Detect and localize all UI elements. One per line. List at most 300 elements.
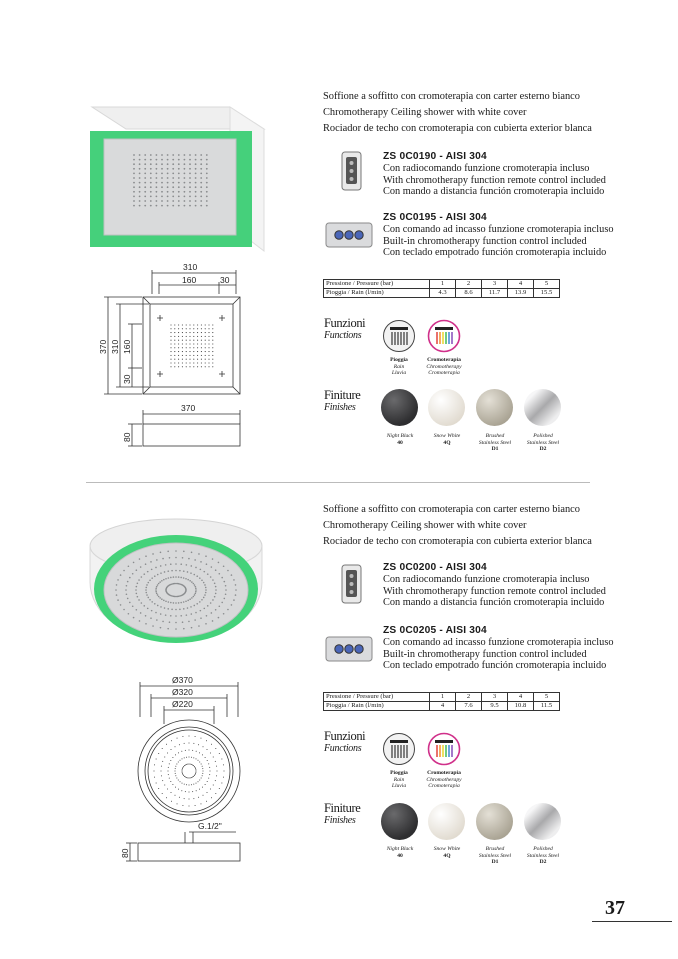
nozzle	[185, 791, 186, 792]
nozzle	[151, 601, 153, 603]
nozzle	[212, 324, 213, 325]
technical-drawing-round	[106, 662, 256, 874]
nozzle	[160, 613, 162, 615]
nozzle	[205, 355, 206, 356]
dim-80-height: 80	[120, 848, 130, 858]
nozzle	[129, 577, 131, 579]
flow-cell: 10.8	[508, 702, 534, 711]
wall-control-icon	[325, 222, 373, 248]
nozzle	[178, 191, 180, 193]
nozzle	[199, 601, 201, 603]
nozzle	[187, 571, 189, 573]
nozzle	[166, 797, 167, 798]
nozzle	[167, 753, 168, 754]
nozzle	[223, 777, 224, 778]
nozzle	[210, 788, 211, 789]
nozzle	[189, 366, 190, 367]
nozzle	[170, 324, 171, 325]
finish-code: 4Q	[443, 439, 451, 446]
nozzle	[208, 340, 209, 341]
nozzle	[219, 573, 221, 575]
nozzle	[200, 561, 202, 563]
nozzle	[172, 159, 174, 161]
nozzle	[144, 205, 146, 207]
dim-370-bottom: 370	[181, 403, 196, 413]
nozzle	[195, 774, 196, 775]
nozzle	[200, 168, 202, 170]
nozzle	[206, 177, 208, 179]
nozzle	[151, 569, 153, 571]
nozzle	[189, 362, 190, 363]
nozzle	[156, 191, 158, 193]
nozzle	[157, 574, 159, 576]
nozzle	[182, 355, 183, 356]
pressure-cell: 1	[430, 693, 456, 702]
dim-connection: G.1/2"	[198, 821, 222, 831]
nozzle	[183, 570, 185, 572]
variant-line: With chromotherapy function remote control included	[383, 174, 606, 186]
nozzle	[175, 766, 176, 767]
pressure-table	[323, 279, 560, 298]
nozzle	[189, 347, 190, 348]
nozzle	[195, 769, 196, 770]
nozzle	[150, 205, 152, 207]
nozzle	[212, 579, 214, 581]
nozzle	[223, 565, 225, 567]
finish-name: Night Black	[386, 433, 414, 439]
nozzle	[165, 614, 167, 616]
variant-line: Built-in chromotherapy function control included	[383, 235, 587, 247]
nozzle	[231, 574, 233, 576]
nozzle	[174, 351, 175, 352]
caption-line: Cromoterapia	[428, 370, 460, 377]
dim-310-side: 310	[110, 339, 120, 354]
nozzle	[191, 627, 193, 629]
nozzle	[200, 610, 202, 612]
nozzle	[170, 332, 171, 333]
nozzle	[208, 347, 209, 348]
nozzle	[182, 343, 183, 344]
nozzle	[193, 340, 194, 341]
variant-line: Con mando a distancia función cromoterapia incluido	[383, 186, 605, 198]
nozzle	[149, 599, 151, 601]
nozzle	[133, 205, 135, 207]
nozzle	[197, 760, 198, 761]
nozzle	[208, 343, 209, 344]
finish-brushed-steel-swatch	[476, 803, 513, 840]
nozzle	[201, 347, 202, 348]
nozzle	[206, 801, 207, 802]
nozzle	[184, 776, 185, 777]
nozzle	[200, 617, 202, 619]
nozzle	[178, 324, 179, 325]
nozzle	[161, 775, 162, 776]
finish-code: D2	[539, 446, 547, 453]
pressure-cell: 3	[482, 693, 508, 702]
nozzle	[144, 173, 146, 175]
nozzle	[156, 196, 158, 198]
intro-line-en: Chromotherapy Ceiling shower with white cover	[323, 107, 527, 118]
nozzle	[183, 551, 185, 553]
nozzle	[180, 615, 182, 617]
nozzle	[195, 159, 197, 161]
round-shower-image	[86, 517, 270, 647]
nozzle	[200, 803, 201, 804]
flow-cell: 7.6	[456, 702, 482, 711]
nozzle	[192, 764, 193, 765]
nozzle	[206, 749, 207, 750]
nozzle	[184, 196, 186, 198]
nozzle	[189, 359, 190, 360]
nozzle	[187, 777, 188, 778]
nozzle	[174, 362, 175, 363]
nozzle	[178, 362, 179, 363]
nozzle	[172, 200, 174, 202]
intro-line-es: Rociador de techo con cromoterapia con cubierta exterior blanca	[323, 123, 592, 134]
nozzle	[167, 163, 169, 165]
pressure-table	[323, 692, 560, 711]
nozzle	[138, 579, 140, 581]
nozzle	[203, 582, 205, 584]
nozzle	[179, 797, 180, 798]
nozzle	[117, 599, 119, 601]
nozzle	[219, 788, 220, 789]
nozzle	[168, 767, 169, 768]
nozzle	[172, 173, 174, 175]
nozzle	[139, 620, 141, 622]
nozzle	[182, 773, 183, 774]
caption-line: Cromoterapia	[427, 357, 461, 363]
nozzle	[144, 186, 146, 188]
nozzle	[210, 753, 211, 754]
nozzle	[182, 774, 183, 775]
pressure-cell: 1	[430, 280, 456, 289]
nozzle	[227, 609, 229, 611]
nozzle	[181, 790, 182, 791]
nozzle	[189, 159, 191, 161]
nozzle	[189, 792, 190, 793]
nozzle	[193, 765, 194, 766]
finish-night-black-swatch	[381, 803, 418, 840]
nozzle	[150, 182, 152, 184]
nozzle	[189, 168, 191, 170]
nozzle	[195, 191, 197, 193]
nozzle	[180, 781, 181, 782]
nozzle	[158, 788, 159, 789]
nozzle	[195, 593, 197, 595]
nozzle	[115, 589, 117, 591]
nozzle	[208, 362, 209, 363]
nozzle	[201, 328, 202, 329]
nozzle	[177, 738, 178, 739]
nozzle	[205, 340, 206, 341]
nozzle	[169, 763, 170, 764]
nozzle	[154, 764, 155, 765]
nozzle	[150, 561, 152, 563]
nozzle	[194, 559, 196, 561]
nozzle	[170, 615, 172, 617]
nozzle	[187, 579, 189, 581]
nozzle	[198, 553, 200, 555]
nozzle	[199, 762, 200, 763]
nozzle	[208, 336, 209, 337]
nozzle	[223, 581, 225, 583]
nozzle	[186, 355, 187, 356]
nozzle	[197, 343, 198, 344]
nozzle	[196, 758, 197, 759]
nozzle	[167, 191, 169, 193]
nozzle	[182, 328, 183, 329]
nozzle	[189, 778, 190, 779]
finish-code: 40	[397, 852, 403, 859]
nozzle	[193, 362, 194, 363]
functions-subtitle: Functions	[324, 330, 362, 341]
nozzle	[156, 586, 158, 588]
nozzle	[203, 571, 205, 573]
nozzle	[152, 625, 154, 627]
nozzle	[123, 570, 125, 572]
pressure-label: Pressione / Pressure (bar)	[324, 280, 430, 289]
nozzle	[179, 609, 181, 611]
nozzle	[158, 583, 160, 585]
nozzle	[170, 328, 171, 329]
nozzle	[155, 589, 157, 591]
nozzle	[127, 598, 129, 600]
nozzle	[184, 205, 186, 207]
finish-name: Stainless Steel	[478, 852, 512, 859]
nozzle	[137, 582, 139, 584]
nozzle	[156, 177, 158, 179]
nozzle	[133, 617, 135, 619]
nozzle	[178, 328, 179, 329]
nozzle	[205, 359, 206, 360]
nozzle	[136, 569, 138, 571]
nozzle	[167, 551, 169, 553]
nozzle	[145, 615, 147, 617]
nozzle	[133, 196, 135, 198]
nozzle	[206, 563, 208, 565]
nozzle	[172, 163, 174, 165]
nozzle	[182, 351, 183, 352]
nozzle	[189, 163, 191, 165]
nozzle	[186, 340, 187, 341]
nozzle	[175, 557, 177, 559]
nozzle	[150, 173, 152, 175]
nozzle	[191, 613, 193, 615]
nozzle	[202, 754, 203, 755]
nozzle	[190, 606, 192, 608]
pressure-cell: 3	[482, 280, 508, 289]
pressure-row	[324, 280, 560, 289]
nozzle	[197, 336, 198, 337]
nozzle	[154, 603, 156, 605]
nozzle	[189, 343, 190, 344]
nozzle	[158, 596, 160, 598]
nozzle	[198, 744, 199, 745]
nozzle	[184, 182, 186, 184]
nozzle	[206, 205, 208, 207]
nozzle	[195, 154, 197, 156]
nozzle	[160, 572, 162, 574]
nozzle	[143, 605, 145, 607]
nozzle	[171, 749, 172, 750]
caption-line: Rain	[393, 363, 405, 370]
nozzle	[171, 609, 173, 611]
nozzle	[205, 328, 206, 329]
nozzle	[215, 593, 217, 595]
nozzle	[186, 764, 187, 765]
nozzle	[189, 191, 191, 193]
nozzle	[133, 562, 135, 564]
nozzle	[184, 159, 186, 161]
nozzle	[193, 366, 194, 367]
nozzle	[197, 362, 198, 363]
nozzle	[200, 738, 201, 739]
flow-cell: 4	[430, 702, 456, 711]
nozzle	[206, 200, 208, 202]
nozzle	[182, 557, 184, 559]
nozzle	[215, 569, 217, 571]
nozzle	[197, 366, 198, 367]
nozzle	[175, 787, 176, 788]
nozzle	[136, 586, 138, 588]
nozzle	[175, 570, 177, 572]
nozzle	[161, 163, 163, 165]
nozzle	[174, 347, 175, 348]
nozzle	[151, 577, 153, 579]
pressure-cell: 4	[508, 693, 534, 702]
nozzle	[225, 589, 227, 591]
nozzle	[216, 775, 217, 776]
nozzle	[174, 359, 175, 360]
nozzle	[189, 580, 191, 582]
nozzle	[190, 572, 192, 574]
nozzle	[161, 598, 163, 600]
nozzle	[156, 163, 158, 165]
nozzle	[186, 359, 187, 360]
nozzle	[201, 579, 203, 581]
nozzle	[185, 750, 186, 751]
nozzle	[182, 805, 183, 806]
finish-name: Stainless Steel	[478, 439, 512, 446]
nozzle	[191, 757, 192, 758]
nozzle	[170, 340, 171, 341]
nozzle	[167, 154, 169, 156]
nozzle	[192, 777, 193, 778]
nozzle	[138, 599, 140, 601]
nozzle	[193, 351, 194, 352]
nozzle	[201, 366, 202, 367]
finish-polished-steel-swatch	[524, 389, 561, 426]
caption-line: Cromoterapia	[427, 770, 461, 776]
nozzle	[223, 598, 225, 600]
nozzle	[159, 581, 161, 583]
nozzle	[161, 168, 163, 170]
nozzle	[186, 784, 187, 785]
nozzle	[178, 163, 180, 165]
nozzle	[140, 612, 142, 614]
nozzle	[208, 359, 209, 360]
nozzle	[182, 767, 183, 768]
nozzle	[186, 324, 187, 325]
nozzle	[133, 173, 135, 175]
nozzle	[164, 757, 165, 758]
nozzle	[147, 571, 149, 573]
nozzle	[139, 154, 141, 156]
variant-line: Con mando a distancia función cromoterapia incluido	[383, 597, 605, 609]
nozzle	[197, 359, 198, 360]
nozzle	[186, 362, 187, 363]
nozzle	[195, 586, 197, 588]
nozzle	[215, 748, 216, 749]
nozzle	[156, 200, 158, 202]
nozzle	[202, 775, 203, 776]
nozzle	[180, 602, 182, 604]
nozzle	[160, 606, 162, 608]
nozzle	[211, 612, 213, 614]
nozzle	[174, 336, 175, 337]
nozzle	[184, 784, 185, 785]
nozzle	[170, 602, 172, 604]
nozzle	[169, 621, 171, 623]
nozzle	[133, 177, 135, 179]
nozzle	[233, 599, 235, 601]
nozzle	[203, 771, 204, 772]
nozzle	[190, 764, 191, 765]
nozzle	[186, 332, 187, 333]
nozzle	[201, 332, 202, 333]
nozzle	[167, 205, 169, 207]
nozzle	[212, 343, 213, 344]
nozzle	[183, 577, 185, 579]
nozzle	[205, 784, 206, 785]
nozzle	[218, 617, 220, 619]
square-shower-image	[86, 103, 270, 255]
caption-line: Rain	[393, 776, 405, 783]
nozzle	[198, 797, 199, 798]
dim-370-side: 370	[98, 339, 108, 354]
nozzle	[150, 196, 152, 198]
finish-name: Stainless Steel	[526, 439, 560, 446]
nozzle	[208, 351, 209, 352]
nozzle	[214, 596, 216, 598]
functions-title: Funzioni	[324, 729, 366, 743]
dim-diameter-220: Ø220	[172, 699, 193, 709]
nozzle	[212, 599, 214, 601]
page-number-rule	[592, 921, 672, 922]
nozzle	[186, 328, 187, 329]
nozzle	[186, 757, 187, 758]
nozzle	[193, 328, 194, 329]
nozzle	[170, 781, 171, 782]
nozzle	[200, 177, 202, 179]
nozzle	[161, 196, 163, 198]
nozzle	[162, 793, 163, 794]
intro-line-es: Rociador de techo con cromoterapia con cubierta exterior blanca	[323, 536, 592, 547]
nozzle	[158, 753, 159, 754]
nozzle	[167, 168, 169, 170]
nozzle	[188, 621, 190, 623]
nozzle	[154, 777, 155, 778]
nozzle	[195, 768, 196, 769]
nozzle	[195, 186, 197, 188]
nozzle	[203, 795, 204, 796]
nozzle	[200, 159, 202, 161]
nozzle	[200, 186, 202, 188]
nozzle	[167, 173, 169, 175]
nozzle	[208, 332, 209, 333]
nozzle	[186, 347, 187, 348]
